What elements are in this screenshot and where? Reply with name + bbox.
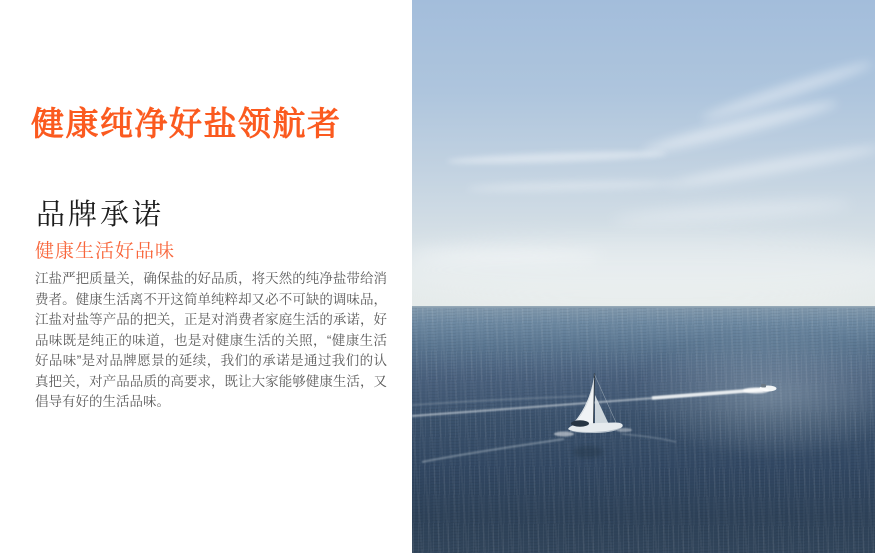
slide-title: 健康纯净好盐领航者 [31, 105, 342, 142]
subheading: 健康生活好品味 [35, 241, 176, 262]
sailboat-canopy [571, 420, 589, 426]
ocean-photo [412, 0, 875, 553]
body-paragraph: 江盐严把质量关，确保盐的好品质，将天然的纯净盐带给消费者。健康生活离不开这简单纯粹却又必不可缺的调味品，江盐对盐等产品的把关，正是对消费者家庭生活的承诺，好品味既是纯正的味道，也是对健康生活的关照，“健康生活好品味”是对品牌愿景的延续，我们的承诺是通过我们的认真把关，对产品品质的高要求，既让大家能够健康生活，又倡导有好的生活品味。 [35, 271, 387, 409]
text-panel [0, 0, 412, 553]
boats-overlay [412, 0, 875, 553]
sailboat-mainsail [572, 377, 594, 425]
motorboat [743, 384, 777, 394]
sailboat-jib [595, 395, 609, 425]
sailboat-wake [422, 428, 676, 462]
section-heading: 品牌承诺 [36, 199, 165, 231]
